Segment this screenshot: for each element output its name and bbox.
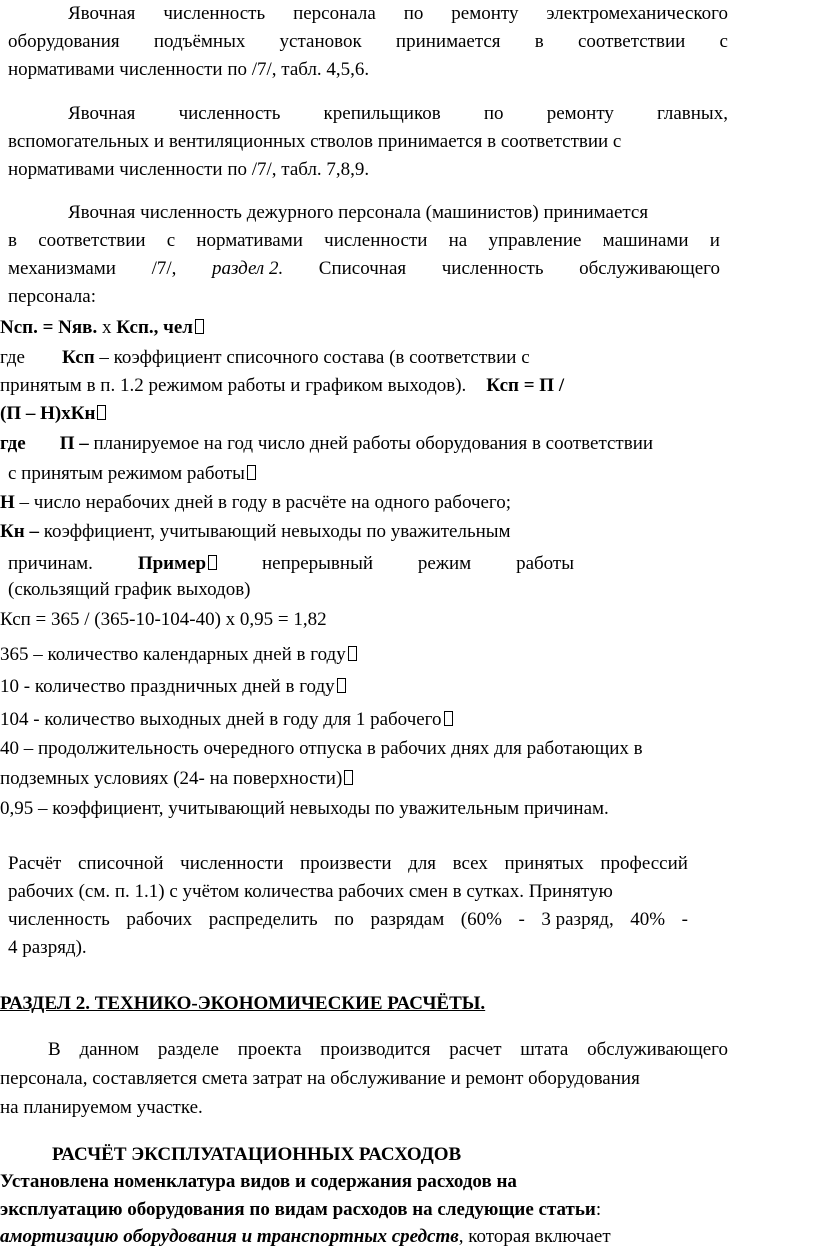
kn2-c1: непрерывный: [261, 553, 374, 574]
word: ремонту: [451, 3, 519, 24]
word: Расчёт: [8, 853, 62, 874]
h-term: Н: [0, 492, 15, 513]
where2-term: П –: [59, 433, 89, 454]
p4-line4: 4 разряд).: [8, 937, 87, 958]
word: крепильщиков: [323, 103, 441, 124]
word: машинами: [602, 230, 689, 251]
word: расчет: [449, 1039, 502, 1060]
p3-line4: персонала:: [8, 286, 96, 307]
p3-l3-b: /7/,: [151, 258, 177, 279]
section-title-text: РАЗДЕЛ 2. ТЕХНИКО-ЭКОНОМИЧЕСКИЕ РАСЧЁТЫ.: [0, 993, 486, 1014]
glyph-box-icon: [444, 711, 453, 726]
p4-line1: [8, 850, 688, 878]
word: в: [8, 230, 17, 251]
glyph-box-icon: [208, 555, 217, 570]
h-def: – число нерабочих дней в году в расчёте на одного рабочего;: [14, 492, 512, 513]
where2-where: где: [0, 433, 26, 454]
word: произвести: [300, 853, 392, 874]
word: соответствии: [38, 230, 146, 251]
word: численности: [324, 230, 428, 251]
word: принимается: [395, 31, 501, 52]
p6-line1: [0, 1168, 517, 1196]
word: по: [403, 3, 424, 24]
word: -: [681, 909, 688, 930]
p1-line2: [8, 28, 728, 56]
formula-nsp-a: Nсп. = Nяв.: [0, 317, 98, 338]
calc-104-text: 104 - количество выходных дней в году для 1 рабочего: [0, 709, 442, 730]
where1-line1: [0, 344, 530, 372]
glyph-box-icon: [348, 646, 357, 661]
word: 40%: [630, 909, 666, 930]
word: с: [166, 230, 176, 251]
word: для: [408, 853, 437, 874]
h-line: [0, 489, 511, 517]
p3-line1: Явочная численность дежурного персонала (машинистов) принимается: [68, 202, 649, 223]
calc-10: [0, 673, 346, 701]
p1-line3: нормативами численности по /7/, табл. 4,5,6.: [8, 59, 370, 80]
word: численность: [8, 909, 110, 930]
glyph-box-icon: [97, 405, 106, 420]
subsection-title-text: РАСЧЁТ ЭКСПЛУАТАЦИОННЫХ РАСХОДОВ: [52, 1144, 462, 1165]
p5-line3: на планируемом участке.: [0, 1097, 203, 1118]
p6-l2-text: эксплуатацию оборудования по видам расходов на следующие статьи: [0, 1199, 596, 1220]
where1-def: – коэффициент списочного состава (в соответствии с: [94, 347, 530, 368]
where2-def2: с принятым режимом работы: [8, 463, 245, 484]
kn2-c2: режим: [417, 553, 472, 574]
calc-10-text: 10 - количество праздничных дней в году: [0, 676, 335, 697]
p6-l2-tail: :: [595, 1199, 602, 1220]
kn2-example-label: Пример: [137, 553, 207, 574]
p4-line2: рабочих (см. п. 1.1) с учётом количества рабочих смен в сутках. Принятую: [8, 881, 613, 902]
p3-line3: [8, 255, 720, 283]
p2-line3: нормативами численности по /7/, табл. 7,8,9.: [8, 159, 370, 180]
word: оборудования: [8, 31, 120, 52]
word: (60%: [460, 909, 502, 930]
kn-line2: [8, 550, 574, 578]
where1-term: Ксп: [61, 347, 95, 368]
calc-365: [0, 641, 357, 669]
p6-l3-rest: , которая включает: [458, 1226, 611, 1247]
calc-40: 40 – продолжительность очередного отпуска в рабочих днях для работающих в: [0, 738, 643, 759]
subsection-title: [52, 1141, 461, 1169]
word: ремонту: [546, 103, 614, 124]
kn-term: Кн –: [0, 521, 39, 542]
calc-365-text: 365 – количество календарных дней в году: [0, 644, 346, 665]
p3-l3-c: Списочная: [318, 258, 407, 279]
formula-nsp: [0, 314, 204, 342]
word: в: [534, 31, 544, 52]
word: профессий: [600, 853, 688, 874]
kn-line: [0, 518, 511, 546]
p5-line2: персонала, составляется смета затрат на обслуживание и ремонт оборудования: [0, 1068, 640, 1089]
where1-formula: Ксп = П /: [486, 375, 565, 396]
word: разрядам: [370, 909, 445, 930]
where1-where: где: [0, 347, 25, 368]
where2-def: планируемое на год число дней работы оборудования в соответствии: [88, 433, 654, 454]
word: Явочная: [68, 103, 136, 124]
p6-l1-text: Установлена номенклатура видов и содержания расходов на: [0, 1171, 517, 1192]
formula-nsp-b: Ксп., чел: [116, 317, 193, 338]
word: списочной: [77, 853, 164, 874]
word: нормативами: [196, 230, 303, 251]
word: персонала: [293, 3, 376, 24]
p3-l3-italic: раздел 2.: [211, 258, 284, 279]
kn-def: коэффициент, учитывающий невыходы по уважительным: [38, 521, 511, 542]
calc-40b: [0, 765, 353, 793]
kn2-example: [138, 550, 217, 578]
word: 3 разряд,: [541, 909, 614, 930]
kn-line3: (скользящий график выходов): [8, 579, 251, 600]
p6-line2: [0, 1196, 601, 1224]
word: главных,: [657, 103, 728, 124]
word: электромеханического: [546, 3, 728, 24]
glyph-box-icon: [195, 319, 204, 334]
p3-l3-e: обслуживающего: [579, 258, 720, 279]
word: В: [48, 1039, 61, 1060]
p6-l3-bold-italic: амортизацию оборудования и транспортных средств: [0, 1226, 459, 1247]
calc-104: [0, 706, 453, 734]
word: Явочная: [68, 3, 136, 24]
word: по: [483, 103, 504, 124]
word: производится: [320, 1039, 431, 1060]
glyph-box-icon: [337, 678, 346, 693]
p4-line3: [8, 906, 688, 934]
where1-line3: [0, 400, 106, 428]
calc-40b-text: подземных условиях (24- на поверхности): [0, 768, 343, 789]
p2-line2: вспомогательных и вентиляционных стволов принимается в соответствии с: [8, 131, 622, 152]
glyph-box-icon: [247, 465, 256, 480]
p3-l3-a: механизмами: [8, 258, 116, 279]
section-title: [0, 990, 485, 1018]
p5-line1: [48, 1036, 728, 1064]
word: с: [719, 31, 728, 52]
word: управление: [488, 230, 582, 251]
where2-line1: [0, 430, 653, 458]
kn2-a: причинам.: [8, 553, 93, 574]
word: данном: [79, 1039, 140, 1060]
word: и: [709, 230, 720, 251]
formula-nsp-x: х: [97, 317, 117, 338]
p3-l3-d: численность: [441, 258, 544, 279]
kn2-c3: работы: [516, 553, 574, 574]
calc-095: 0,95 – коэффициент, учитывающий невыходы по уважительным причинам.: [0, 798, 609, 819]
word: проекта: [237, 1039, 302, 1060]
word: по: [334, 909, 354, 930]
word: распределить: [208, 909, 318, 930]
where2-line2: [8, 460, 256, 488]
calc-ksp: Ксп = 365 / (365-10-104-40) х 0,95 = 1,82: [0, 609, 327, 630]
word: численность: [178, 103, 281, 124]
word: установок: [279, 31, 362, 52]
p1-line1: [68, 0, 728, 28]
word: всех: [452, 853, 488, 874]
word: -: [518, 909, 525, 930]
p6-line3: [0, 1223, 611, 1251]
word: подъёмных: [153, 31, 246, 52]
p3-line2: [8, 227, 720, 255]
where1-line2: [0, 372, 564, 400]
word: на: [448, 230, 468, 251]
where1-def2: принятым в п. 1.2 режимом работы и графиком выходов).: [0, 375, 467, 396]
glyph-box-icon: [344, 770, 353, 785]
word: обслуживающего: [587, 1039, 728, 1060]
word: соответствии: [577, 31, 686, 52]
word: штата: [520, 1039, 569, 1060]
word: рабочих: [126, 909, 193, 930]
p2-line1: [68, 100, 728, 128]
word: численность: [163, 3, 266, 24]
where1-formula2: (П – Н)хКн: [0, 403, 96, 424]
word: разделе: [157, 1039, 219, 1060]
word: принятых: [504, 853, 584, 874]
word: численности: [180, 853, 284, 874]
